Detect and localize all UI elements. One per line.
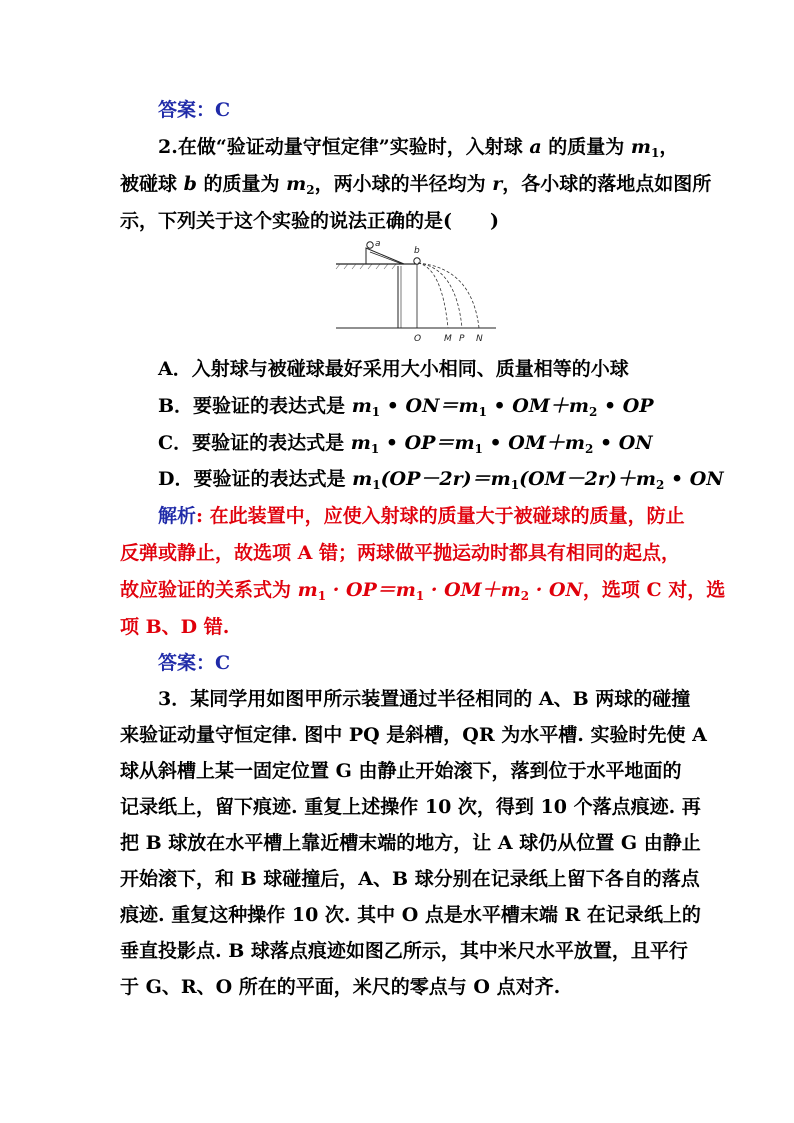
- option-d: D．要验证的表达式是 $m_1(OP-2r)=m_1(OM-2r)+m_2$ • ON: [158, 468, 724, 492]
- q3-line-5: 把 B 球放在水平槽上靠近槽末端的地方，让 A 球仍从位置 G 由静止: [120, 832, 701, 854]
- q3-line-7: 痕迹. 重复这种操作 10 次. 其中 O 点是水平槽末端 R 在记录纸上的: [120, 904, 701, 926]
- label-a: a: [375, 239, 381, 249]
- label-b: b: [414, 246, 420, 256]
- analysis-label: 解析: [158, 505, 197, 527]
- q2-line-3: 示，下列关于这个实验的说法正确的是( ): [120, 210, 499, 232]
- q3-line-8: 垂直投影点. B 球落点痕迹如图乙所示，其中米尺水平放置，且平行: [120, 940, 688, 962]
- option-a: A．入射球与被碰球最好采用大小相同、质量相等的小球: [158, 358, 629, 380]
- analysis-line-3: 故应验证的关系式为 $m_1 \cdot OP=m_1 \cdot OM+m_2$ · ON，选项 C 对，选: [120, 579, 726, 603]
- q3-line-2: 来验证动量守恒定律. 图中 PQ 是斜槽，QR 为水平槽. 实验时先使 A: [120, 724, 707, 746]
- q2-line-2: 被碰球 b 的质量为 $m_2$，两小球的半径均为 r，各小球的落地点如图所: [120, 173, 712, 197]
- q3-line-3: 球从斜槽上某一固定位置 G 由静止开始滚下，落到位于水平地面的: [120, 760, 682, 782]
- q3-line-6: 开始滚下，和 B 球碰撞后，A、B 球分别在记录纸上留下各自的落点: [120, 868, 700, 890]
- q3-line-9: 于 G、R、O 所在的平面，米尺的零点与 O 点对齐.: [120, 976, 561, 998]
- answer-label: 答案：C: [158, 99, 231, 121]
- analysis-line-1: 解析: 在此装置中，应使入射球的质量大于被碰球的质量，防止: [158, 505, 685, 527]
- answer-label-2: 答案：C: [158, 652, 231, 674]
- q2-line-1: 2.在做“验证动量守恒定律”实验时，入射球 a 的质量为 $m_1$，: [158, 136, 679, 160]
- label-n: N: [476, 334, 483, 344]
- option-c: C．要验证的表达式是 $m_1$ • $OP=m_1$ • $OM+m_2$ • ON: [158, 432, 653, 456]
- q3-line-1: 3．某同学用如图甲所示装置通过半径相同的 A、B 两球的碰撞: [158, 688, 691, 710]
- label-p: P: [459, 334, 465, 344]
- option-b: B．要验证的表达式是 $m_1$ • $ON=m_1$ • $OM+m_2$ • OP: [158, 395, 654, 419]
- q3-line-4: 记录纸上，留下痕迹. 重复上述操作 10 次，得到 10 个落点痕迹. 再: [120, 796, 701, 818]
- label-m: M: [444, 334, 452, 344]
- label-o: O: [414, 334, 422, 344]
- analysis-line-2: 反弹或静止，故选项 A 错；两球做平抛运动时都具有相同的起点，: [120, 542, 680, 564]
- analysis-line-4: 项 B、D 错.: [120, 616, 230, 638]
- collision-apparatus-figure: [330, 238, 500, 346]
